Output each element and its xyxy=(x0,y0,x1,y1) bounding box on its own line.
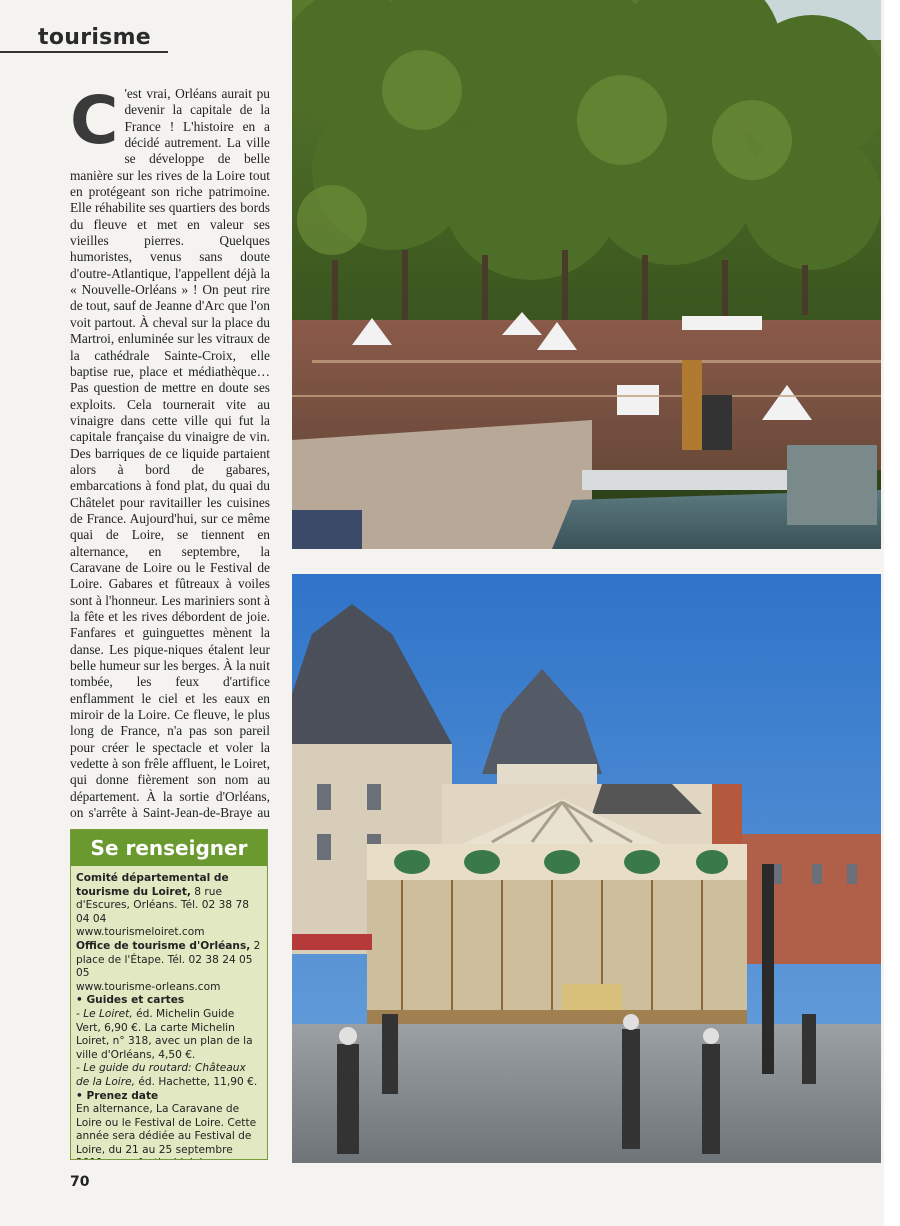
guide-entry xyxy=(76,1008,262,1062)
rubric-rule xyxy=(0,51,168,53)
tourist-office-entry xyxy=(76,940,262,981)
tourism-committee-address: 8 rue d'Escures, Orléans. Tél. 02 38 78 04 04 xyxy=(76,885,249,925)
page-edge xyxy=(884,0,900,1226)
article-body xyxy=(70,86,270,822)
tourism-committee-name: Comité départemental de tourisme du Loiret, xyxy=(76,872,229,898)
tourist-office-address: 2 place de l'Étape. Tél. 02 38 24 05 05 xyxy=(76,939,261,980)
guide-title: - Le Loiret, xyxy=(76,1007,133,1020)
guide-entry xyxy=(76,1062,262,1089)
tourism-committee-entry xyxy=(76,872,262,926)
drop-cap: C xyxy=(70,86,119,159)
guide-title: - Le guide du routard: Châteaux de la Loire, xyxy=(76,1062,246,1088)
tourist-office-name: Office de tourisme d'Orléans, xyxy=(76,939,251,952)
festival-photo xyxy=(292,0,881,549)
page-number: 70 xyxy=(70,1174,90,1190)
carousel-photo xyxy=(292,574,881,1163)
dates-text: En alternance, La Caravane de Loire ou le Festival de Loire. Cette année sera dédiée au Festival de Loire, du 21 au 25 septembre xyxy=(76,1103,257,1156)
info-box-body xyxy=(71,866,267,1160)
dates-heading: • Prenez date xyxy=(76,1089,159,1102)
tourism-committee-website: www.tourismeloiret.com xyxy=(76,926,205,939)
tourist-office-website: www.tourisme-orleans.com xyxy=(76,980,221,993)
article-text: 'est vrai, Orléans aurait pu devenir la capitale de la France ! L'histoire en a décidé autrement. La ville se développe de belle manière sur les rives de la Loire tout en protégeant son riche patrimoine. Elle réhabilite ses quartiers des bords du fleuve et met en valeur ses vieilles pierres. Quelques humoristes, venus sans doute d'outre-Atlantique, l'appellent déjà la « Nouvelle-Orléans » ! On peut rire de tout, sauf de Jeanne d'Arc que l'on voit partout. À cheval sur la place du Martroi, enluminée sur les vitraux de la cathédrale Sainte-Croix, elle baptise rue, place et médiathèque… Pas question de mettre en doute ses exploits. Cela tournerait vite au vinaigre dans cette ville qui fut la capitale française du vinaigre de vin. Des barriques de ce liquide partaient alors à bord de gabares, embarcations à fond plat, du quai du Châtelet pour ravitailler les cuisines de France. Aujourd'hui, sur ce même quai de Loire, se tiennent en alternance, en septembre, la Caravane de Loire ou le Festival de Loire. Gabares et fûtreaux à voiles sont à l'honneur. Les mariniers sont à la fête et les rives débordent de joie. Fanfares et guinguettes mènent la danse. Les pique-niques étalent leur belle humeur sur les berges. À la nuit tombée, les feux d'artifice enflamment le ciel et les eaux en miroir de la Loire. Ce fleuve, le plus long de France, n'a pas son pareil pour créer le spectacle et voler la vedette à son frêle affluent, le Loiret, qui donne fièrement son nom au département. À la sortie d'Orléans, on s'arrête à Saint-Jean-de-Braye au xyxy=(70,86,270,821)
guide-details: éd. Hachette, 11,90 €. xyxy=(134,1075,258,1088)
info-box-title: Se renseigner xyxy=(71,830,267,866)
info-box xyxy=(70,829,268,1160)
guides-heading: • Guides et cartes xyxy=(76,994,185,1007)
guide-details: éd. Michelin Guide Vert, 6,90 €. La carte Michelin Loiret, n° 318, avec un plan de la ville d'Orléans, 4,50 €. xyxy=(76,1007,253,1061)
section-rubric: tourisme xyxy=(38,25,152,50)
